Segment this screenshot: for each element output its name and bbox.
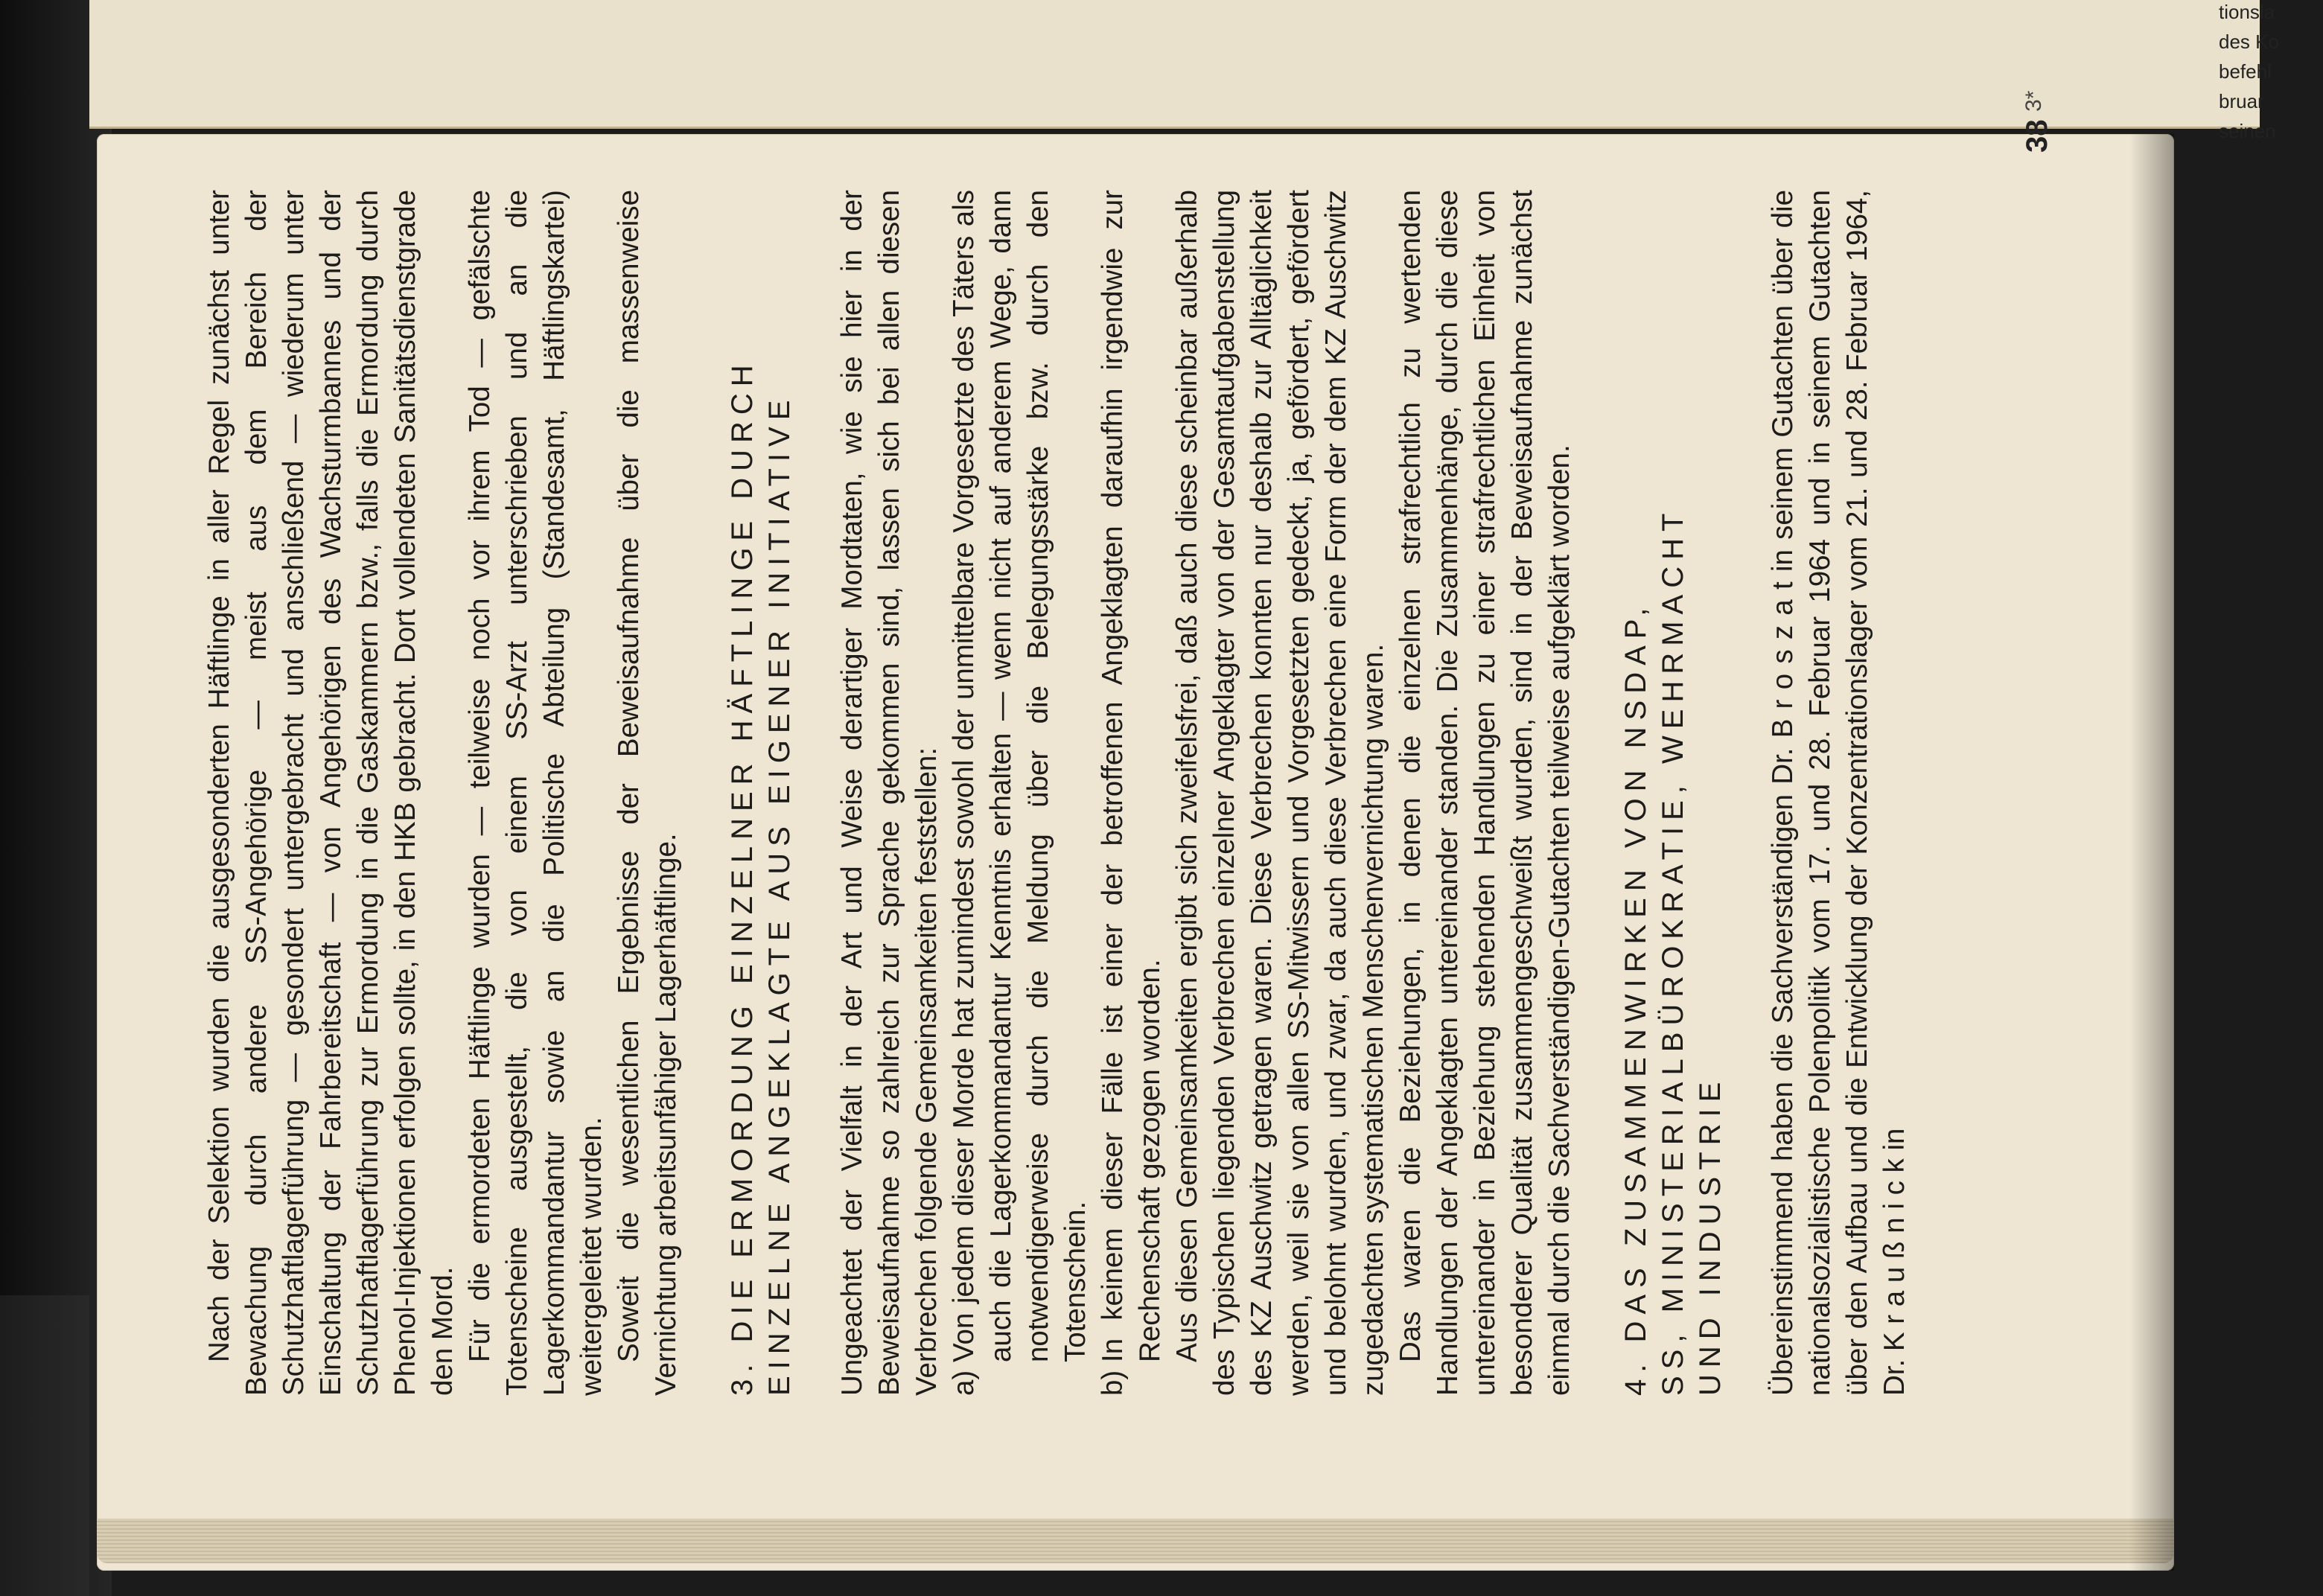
facing-page-line: seinen xyxy=(2219,120,2276,142)
section-3-heading-line-2: EINZELNE ANGEKLAGTE AUS EIGENER INITIATIVE xyxy=(763,393,796,1396)
signature-mark: 3* xyxy=(2021,90,2046,112)
facing-page-text xyxy=(2219,0,2323,142)
facing-page-line: bruar xyxy=(2219,90,2264,112)
list-marker-a: a) xyxy=(948,1370,980,1396)
section-3-paragraph-1: Aus diesen Gemeinsamkeiten ergibt sich zweifelsfrei, daß auch diese scheinbar außerhalb des Typischen liegenden Verbrechen einzelner Angeklagter von der Gesamtaufgabenstellung des KZ Auschwitz getragen waren. Diese Verbrechen konnten nur deshalb zur Alltäglichkeit werden, weil sie von allen SS-Mitwissern und Vorgesetzten gedeckt, ja, gefördert, gefördert und belohnt wurden, und zwar, da auch diese Verbrechen eine Form der dem KZ Auschwitz zugedachten systematischen Menschenvernichtung waren. xyxy=(1171,190,1389,1396)
section-4-heading-line-2: SS, MINISTERIALBÜROKRATIE, WEHRMACHT xyxy=(1657,506,1689,1396)
section-3-intro: Ungeachtet der Vielfalt in der Art und Weise derartiger Mordtaten, wie sie hier in der Beweisaufnahme so zahlreich zur Sprache gekommen sind, lassen sich bei allen diesen Verbrechen folgende Gemeinsamkeiten feststellen: xyxy=(836,190,943,1396)
paragraph-summary: Soweit die wesentlichen Ergebnisse der Beweisaufnahme über die massenweise Vernichtung arbeitsunfähiger Lagerhäftlinge. xyxy=(613,190,682,1396)
section-3-heading-line-1: 3. DIE ERMORDUNG EINZELNER HÄFTLINGE DURCH xyxy=(726,358,759,1396)
facing-page-line: befehl xyxy=(2219,60,2272,83)
page-number: 38 xyxy=(2021,119,2053,153)
section-3-paragraph-2: Das waren die Beziehungen, in denen die einzelnen strafrechtlich zu wertenden Handlungen der Angeklagten untereinander standen. Die Zusammenhänge, durch die diese untereinander in Beziehung stehenden Handlungen zu einer strafrechtlichen Einheit von besonderer Qualität zusammengeschweißt wurden, sind in der Beweisaufnahme zunächst einmal durch die Sachverständigen-Gutachten teilweise aufgeklärt worden. xyxy=(1395,190,1575,1396)
section-3-heading xyxy=(724,190,798,1396)
list-body-b: In keinem dieser Fälle ist einer der betroffenen Angeklagten daraufhin irgendwie zur Rechenschaft gezogen worden. xyxy=(1097,190,1166,1362)
section-4-heading-line-1: 4. DAS ZUSAMMENWIRKEN VON NSDAP, xyxy=(1619,601,1652,1396)
section-4-intro: Übereinstimmend haben die Sachverständigen Dr. B r o s z a t in seinem Gutachten über die nationalsozialistische Polenpolitik vom 17. und 28. Februar 1964 und in seinem Gutachten über den Aufbau und die Entwicklung der Konzentrationslager vom 21. und 28. Februar 1964, Dr. K r a u ß n i c k in xyxy=(1767,190,1911,1396)
section-4-heading-line-3: UND INDUSTRIE xyxy=(1694,1075,1727,1396)
facing-page-line: tionsla xyxy=(2219,1,2275,23)
facing-page-line: des Ko xyxy=(2219,31,2279,53)
page-edges xyxy=(97,1519,2174,1563)
list-item-a xyxy=(946,190,1094,1396)
paragraph-selection: Nach der Selektion wurden die ausgesonderten Häftlinge in aller Regel zunächst unter Bewachung durch andere SS-Angehörige — meist aus dem Bereich der Schutzhaftlagerführung — gesondert untergebracht und anschließend — wiederum unter Einschaltung der Fahrbereitschaft — von Angehörigen des Wachsturmbannes und der Schutzhaftlagerführung zur Ermordung in die Gaskammern bzw., falls die Ermordung durch Phenol-Injektionen erfolgen sollte, in den HKB gebracht. Dort vollendeten Sanitätsdienstgrade den Mord. xyxy=(203,190,459,1396)
list-marker-b: b) xyxy=(1097,1370,1129,1396)
list-item-b xyxy=(1094,190,1169,1396)
facing-page xyxy=(89,0,2260,129)
page-text-block xyxy=(201,190,2137,1396)
paragraph-death-certificates: Für die ermordeten Häftlinge wurden — teilweise noch vor ihrem Tod — gefälschte Totenscheine ausgestellt, die von einem SS-Arzt unterschrieben und an die Lagerkommandantur sowie an die Politische Abteilung (Standesamt, Häftlingskartei) weitergeleitet wurden. xyxy=(464,190,608,1396)
section-4-heading xyxy=(1617,190,1729,1396)
desk-surface xyxy=(0,1295,89,1596)
list-body-a: Von jedem dieser Morde hat zumindest sowohl der unmittelbare Vorgesetzte des Täters als auch die Lagerkommandantur Kenntnis erhalten — wenn nicht auf anderem Wege, dann notwendigerweise durch die Meldung über die Belegungsstärke bzw. durch den Totenschein. xyxy=(948,190,1092,1362)
